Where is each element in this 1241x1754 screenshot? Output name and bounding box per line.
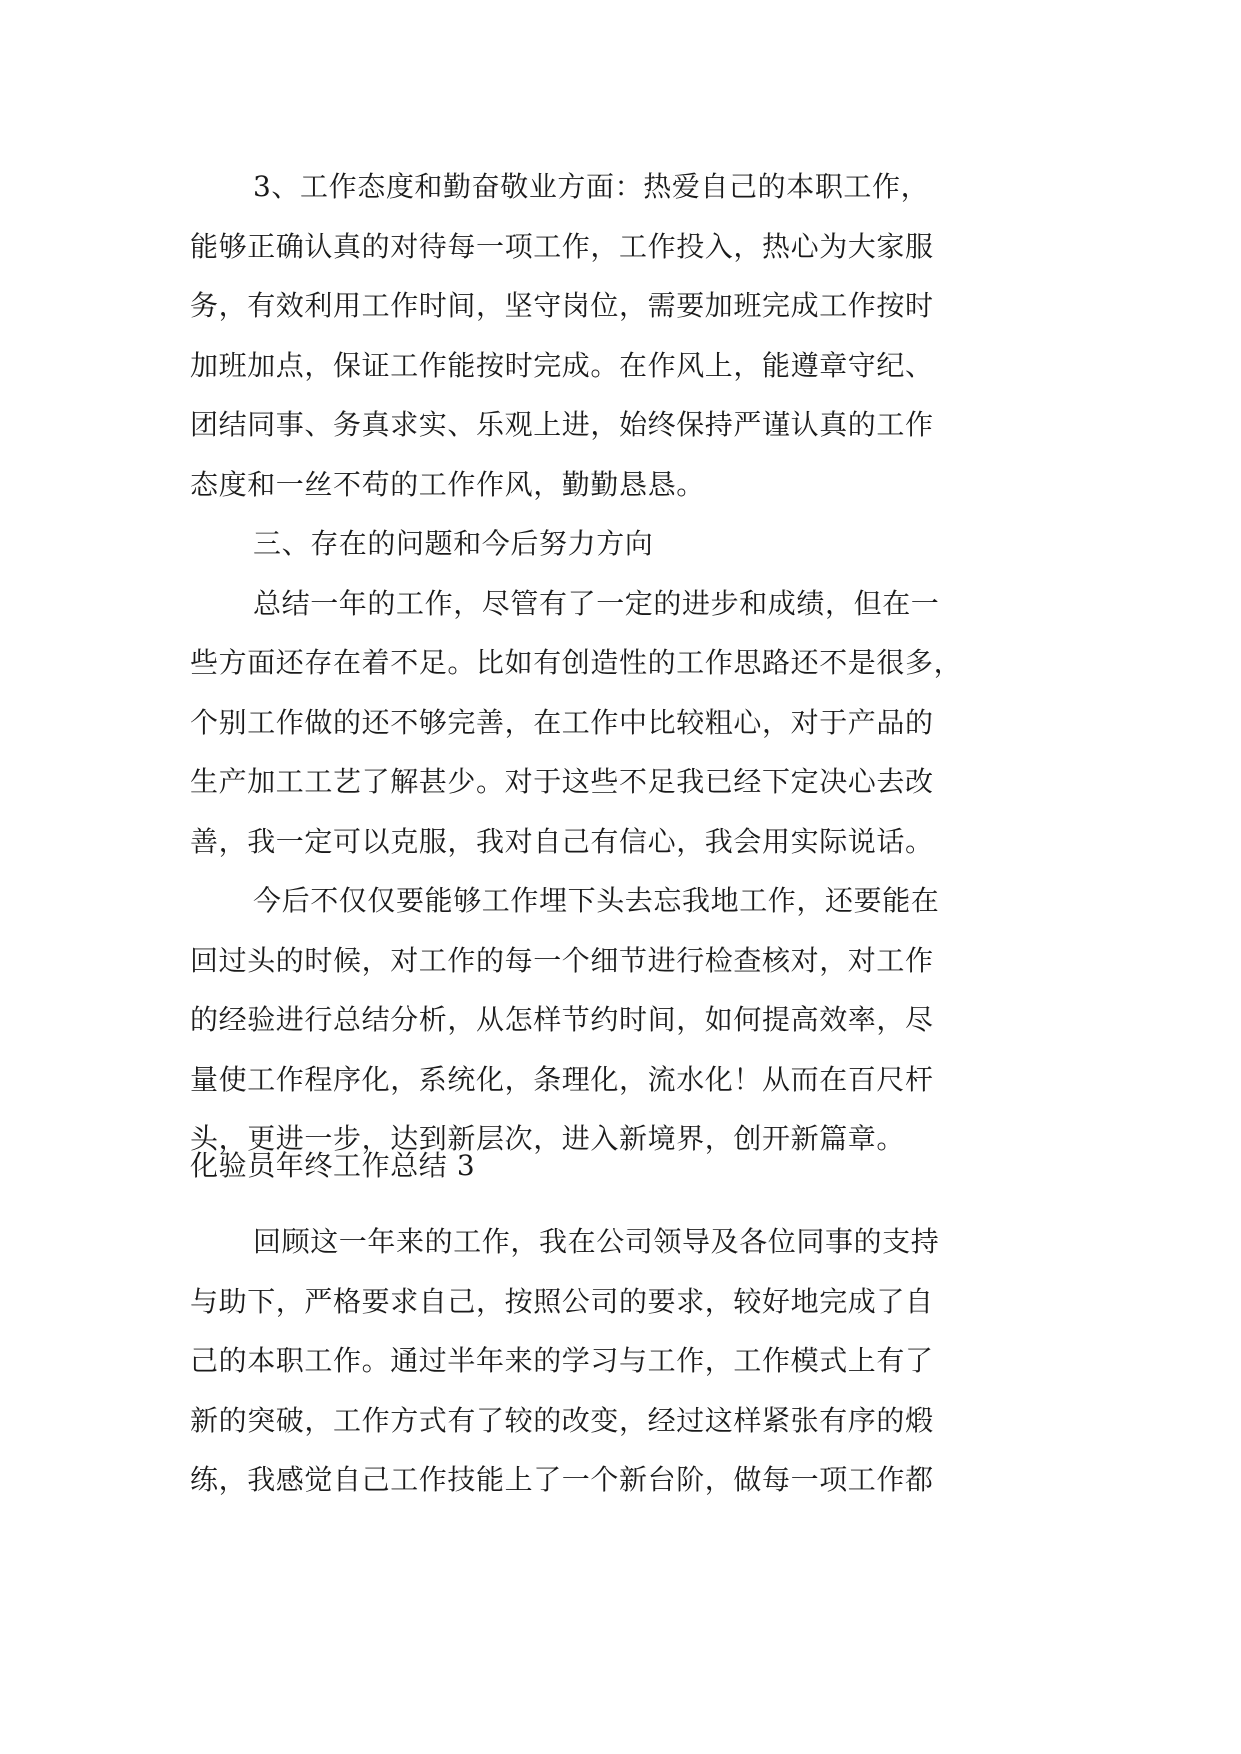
paragraph-line: 务，有效利用工作时间，坚守岗位，需要加班完成工作按时 bbox=[190, 289, 934, 322]
paragraph-line: 个别工作做的还不够完善，在工作中比较粗心，对于产品的 bbox=[190, 705, 934, 739]
paragraph-line: 3、工作态度和勤奋敬业方面：热爱自己的本职工作， bbox=[253, 170, 930, 203]
paragraph-line: 回过头的时候，对工作的每一个细节进行检查核对，对工作 bbox=[190, 943, 934, 977]
body-text-block-2 bbox=[190, 1212, 1050, 1510]
paragraph-line: 头，更进一步，达到新层次，进入新境界，创开新篇章。 bbox=[190, 1122, 906, 1155]
section-subheading: 三、存在的问题和今后努力方向 bbox=[253, 527, 654, 560]
paragraph-line: 的经验进行总结分析，从怎样节约时间，如何提高效率，尽 bbox=[190, 1003, 934, 1036]
paragraph-line: 能够正确认真的对待每一项工作，工作投入，热心为大家服 bbox=[190, 229, 934, 263]
paragraph-line: 今后不仅仅要能够工作埋下头去忘我地工作，还要能在 bbox=[253, 884, 940, 917]
paragraph-line: 己的本职工作。通过半年来的学习与工作，工作模式上有了 bbox=[190, 1344, 934, 1377]
paragraph-line: 加班加点，保证工作能按时完成。在作风上，能遵章守纪、 bbox=[190, 348, 934, 382]
paragraph-line: 回顾这一年来的工作，我在公司领导及各位同事的支持 bbox=[253, 1225, 940, 1258]
paragraph-line: 态度和一丝不苟的工作作风，勤勤恳恳。 bbox=[190, 467, 705, 501]
paragraph-line: 善，我一定可以克服，我对自己有信心，我会用实际说话。 bbox=[190, 824, 934, 858]
paragraph-line: 量使工作程序化，系统化，条理化，流水化！从而在百尺杆 bbox=[190, 1062, 934, 1096]
section-title: 化验员年终工作总结 3 bbox=[190, 1149, 476, 1182]
paragraph-line: 总结一年的工作，尽管有了一定的进步和成绩，但在一 bbox=[253, 586, 940, 620]
paragraph-line: 与助下，严格要求自己，按照公司的要求，较好地完成了自 bbox=[190, 1284, 934, 1318]
paragraph-line: 团结同事、务真求实、乐观上进，始终保持严谨认真的工作 bbox=[190, 408, 934, 441]
paragraph-line: 些方面还存在着不足。比如有创造性的工作思路还不是很多， bbox=[190, 646, 963, 679]
paragraph-line: 生产加工工艺了解甚少。对于这些不足我已经下定决心去改 bbox=[190, 765, 934, 798]
paragraph-line: 练，我感觉自己工作技能上了一个新台阶，做每一项工作都 bbox=[190, 1463, 934, 1496]
body-text-block-1 bbox=[190, 157, 1050, 1169]
paragraph-line: 新的突破，工作方式有了较的改变，经过这样紧张有序的煅 bbox=[190, 1403, 934, 1437]
